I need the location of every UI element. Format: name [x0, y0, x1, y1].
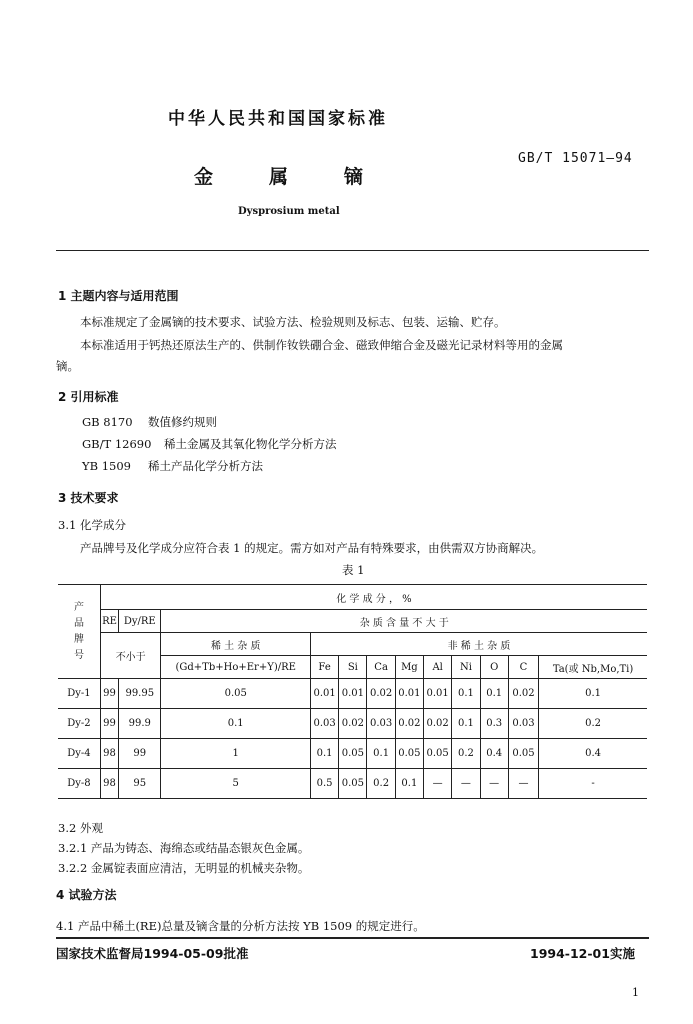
value-cell: -: [539, 769, 647, 799]
effective-date: 1994-12-01实施: [530, 946, 635, 961]
reference-item: [82, 458, 263, 474]
section-3-2-heading: 3.2 外观: [58, 821, 103, 835]
value-cell: 0.05: [424, 739, 452, 769]
section-1-paragraph-1: 本标准规定了金属镝的技术要求、试验方法、检验规则及标志、包装、运输、贮存。: [80, 315, 506, 329]
reference-code: GB 8170: [82, 415, 133, 429]
section-2-heading: 2 引用标准: [58, 390, 119, 404]
value-cell: 0.2: [452, 739, 480, 769]
re-impurity-header: 稀 土 杂 质: [161, 633, 310, 656]
table-row: [58, 679, 647, 709]
dyre-cell: 99: [119, 739, 161, 769]
header-divider: [56, 250, 649, 251]
value-cell: 0.01: [424, 679, 452, 709]
grade-cell: Dy-4: [58, 739, 100, 769]
value-cell: 0.02: [367, 679, 395, 709]
value-cell: 0.1: [452, 709, 480, 739]
document-title: 金属镝: [194, 166, 420, 188]
issuing-org: 中华人民共和国国家标准: [168, 109, 388, 129]
element-header: C: [508, 656, 538, 679]
value-cell: 0.02: [339, 709, 367, 739]
table-row: [58, 769, 647, 799]
value-cell: 0.1: [452, 679, 480, 709]
re-impurity-cell: 5: [161, 769, 310, 799]
reference-code: YB 1509: [82, 459, 131, 473]
value-cell: —: [508, 769, 538, 799]
value-cell: 0.03: [367, 709, 395, 739]
section-1-paragraph-2: 本标准适用于钙热还原法生产的、供制作钕铁硼合金、磁致伸缩合金及磁光记录材料等用的金属: [80, 338, 563, 352]
footer-divider: [56, 937, 649, 939]
section-4-1: 4.1 产品中稀土(RE)总量及镝含量的分析方法按 YB 1509 的规定进行。: [56, 919, 425, 933]
element-header: Si: [339, 656, 367, 679]
element-header: Al: [424, 656, 452, 679]
dyre-cell: 99.9: [119, 709, 161, 739]
grade-header-char: 产: [73, 601, 84, 613]
value-cell: 0.05: [339, 769, 367, 799]
section-3-2-1: 3.2.1 产品为铸态、海绵态或结晶态银灰色金属。: [58, 841, 310, 855]
reference-title: 稀土产品化学分析方法: [148, 459, 263, 473]
element-header: Ca: [367, 656, 395, 679]
element-header: Ni: [452, 656, 480, 679]
element-header: Fe: [310, 656, 338, 679]
reference-item: [82, 436, 337, 452]
grade-header: [58, 585, 100, 679]
table-caption: 表 1: [342, 563, 365, 577]
re-header: RE: [100, 610, 118, 633]
chemical-composition-header: 化 学 成 分 ， %: [100, 585, 647, 610]
value-cell: 0.1: [480, 679, 508, 709]
re-cell: 99: [100, 679, 118, 709]
value-cell: 0.3: [480, 709, 508, 739]
re-impurity-cell: 0.1: [161, 709, 310, 739]
section-1-heading: 1 主题内容与适用范围: [58, 289, 179, 303]
value-cell: 0.1: [395, 769, 423, 799]
value-cell: 0.02: [508, 679, 538, 709]
re-cell: 98: [100, 769, 118, 799]
element-header: O: [480, 656, 508, 679]
section-3-heading: 3 技术要求: [58, 491, 119, 505]
grade-header-char: 牌: [73, 633, 84, 645]
re-impurity-column: (Gd+Tb+Ho+Er+Y)/RE: [161, 656, 310, 679]
re-impurity-cell: 1: [161, 739, 310, 769]
non-re-impurity-header: 非 稀 土 杂 质: [310, 633, 647, 656]
impurity-header: 杂 质 含 量 不 大 于: [161, 610, 647, 633]
section-3-1-text: 产品牌号及化学成分应符合表 1 的规定。需方如对产品有特殊要求，由供需双方协商解决。: [80, 541, 544, 555]
reference-code: GB/T 12690: [82, 437, 152, 451]
approval-date: 国家技术监督局1994-05-09批准: [56, 946, 249, 961]
value-cell: 0.01: [310, 679, 338, 709]
value-cell: 0.02: [395, 709, 423, 739]
table-row: [58, 709, 647, 739]
value-cell: 0.02: [424, 709, 452, 739]
value-cell: 0.03: [508, 709, 538, 739]
value-cell: 0.03: [310, 709, 338, 739]
dyre-header: Dy/RE: [119, 610, 161, 633]
value-cell: 0.1: [310, 739, 338, 769]
value-cell: 0.05: [508, 739, 538, 769]
value-cell: 0.05: [395, 739, 423, 769]
element-header: Ta(或 Nb,Mo,Ti): [539, 656, 647, 679]
reference-title: 稀土金属及其氧化物化学分析方法: [164, 437, 337, 451]
value-cell: —: [452, 769, 480, 799]
re-cell: 98: [100, 739, 118, 769]
dyre-cell: 95: [119, 769, 161, 799]
grade-header-char: 品: [73, 617, 84, 629]
reference-title: 数值修约规则: [148, 415, 217, 429]
dyre-cell: 99.95: [119, 679, 161, 709]
page-number: 1: [632, 986, 639, 999]
document-title-english: Dysprosium metal: [238, 206, 340, 217]
value-cell: 0.2: [367, 769, 395, 799]
value-cell: —: [424, 769, 452, 799]
value-cell: —: [480, 769, 508, 799]
element-header: Mg: [395, 656, 423, 679]
value-cell: 0.1: [367, 739, 395, 769]
value-cell: 0.4: [539, 739, 647, 769]
value-cell: 0.01: [395, 679, 423, 709]
value-cell: 0.4: [480, 739, 508, 769]
grade-cell: Dy-1: [58, 679, 100, 709]
table-row: [58, 739, 647, 769]
section-3-2-2: 3.2.2 金属锭表面应清洁，无明显的机械夹杂物。: [58, 861, 310, 875]
value-cell: 0.05: [339, 739, 367, 769]
re-cell: 99: [100, 709, 118, 739]
section-3-1-heading: 3.1 化学成分: [58, 518, 126, 532]
standard-number: GB/T 15071—94: [518, 151, 633, 166]
grade-cell: Dy-2: [58, 709, 100, 739]
value-cell: 0.2: [539, 709, 647, 739]
reference-item: [82, 414, 217, 430]
value-cell: 0.01: [339, 679, 367, 709]
chemical-composition-table: [58, 584, 647, 799]
not-less-than-label: 不小于: [100, 633, 161, 679]
section-4-heading: 4 试验方法: [56, 888, 117, 902]
re-impurity-cell: 0.05: [161, 679, 310, 709]
section-1-paragraph-2-cont: 镝。: [56, 359, 79, 373]
value-cell: 0.5: [310, 769, 338, 799]
grade-cell: Dy-8: [58, 769, 100, 799]
value-cell: 0.1: [539, 679, 647, 709]
grade-header-char: 号: [73, 649, 84, 661]
